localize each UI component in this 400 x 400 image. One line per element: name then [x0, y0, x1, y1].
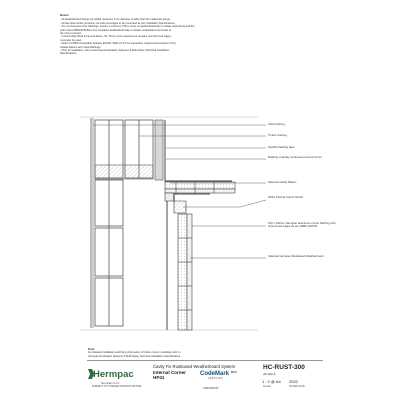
drawing-number: HC-RUST-300: [263, 364, 305, 371]
detail-title-line2: HP41: [153, 375, 165, 381]
note-line: must also be used.: [60, 38, 82, 42]
scale-label: SCALE: [263, 385, 271, 388]
label-cavity-batten: Selected Cavity Batten: [268, 180, 297, 184]
label-corner-mould: HP41 Internal Corner Mould: [268, 195, 303, 199]
detail-title-line1: Internal Corner: [153, 370, 186, 375]
return-weatherboards: [165, 182, 235, 193]
framing-block: [155, 120, 163, 180]
note-line: treated battens and metal flashings.: [60, 45, 102, 49]
label-flexible-flashing-tape: Flexible flashing tape: [268, 145, 295, 149]
codemark-text: CodeMark: [200, 371, 230, 377]
label-corner-flashing: 100 x 100mm Hermpac aluminium corner flashing with unhemmed edges as per NZBC E2/AS1: [268, 221, 336, 229]
framing-block: [95, 165, 153, 179]
issued-label: ISSUED DATE: [289, 385, 305, 388]
timber-framing: [95, 120, 153, 326]
note-line: the corner junction.: [60, 32, 83, 36]
brand-name: Hermpac: [93, 369, 134, 380]
footnote: [88, 348, 258, 358]
label-building-underlay: Building underlay continuous around corner: [268, 155, 322, 159]
subject-to-change: SUBJECT TO CHANGE WITHOUT NOTICE: [92, 385, 142, 388]
footnote-line: For detailed installation and fixing information of timber corner mouldings refer to: [88, 351, 181, 355]
drawing-sub: (Modified): [263, 372, 276, 376]
bcc-mark: BCC: [231, 370, 238, 374]
note-line: - For non-framed corner flashings, ensure a minimum 75mm cover to weatherboard lap or rebate extends beyond the: [60, 25, 195, 29]
system-title: Cavity Fix Rusticated Weatherboard System: [153, 364, 236, 369]
main-weatherboard: [178, 214, 192, 330]
note-line: - In Extra High Wind Zone and above, the 75mm cover requirement remains and hemmed edges: [60, 35, 171, 39]
footnote-heading: Note:: [88, 347, 96, 351]
codemark-logo: [200, 371, 229, 377]
cavity-batten: [165, 193, 174, 201]
note-line: - Prior to installation, refer to Hermpac Rusticated, Splayciut & Multi-Splay Technical Installation: [60, 49, 170, 53]
corner-flashing: [174, 194, 210, 201]
detail-title: [153, 370, 186, 381]
note-line: - All weatherboard fixings pre-drilled maximum 1mm diameter smaller than the nail/screw gauge.: [60, 18, 171, 22]
label-timber-framing: Timber framing: [268, 133, 287, 137]
note-line: point where BRANZ Bulletin 411 compliant weatherboard lap or rebate combinations terminate at: [60, 28, 172, 32]
scale-value: 1 : 2 @ A4: [262, 379, 281, 384]
brand-website: hermpac.co.nz: [101, 381, 120, 385]
label-internal-lining: Internal lining: [268, 122, 285, 126]
codemark-number: CMNZ30057: [203, 386, 219, 390]
note-line: Specifications.: [60, 52, 77, 56]
codemark-sub: CERTIFIED: [208, 378, 223, 380]
issue-year: 2022: [289, 379, 298, 384]
building-underlay: [165, 120, 232, 181]
label-weatherboard: Selected Hermpac Rusticated Weatherboard: [268, 254, 324, 258]
note-line: - All Hermpac timber products, cut ends and edges to be prevented as per installation Specifications.: [60, 21, 176, 25]
footnote-line: Hermpac Rusticated, Splaycut & Multi-Splay Technical Installation Specifications.: [88, 354, 181, 358]
title-block-rule: [87, 360, 323, 361]
notes-heading: Notes:: [60, 13, 70, 17]
note-line: - Refer to NZBC Acceptable Solution E2/AS1 Table 21 for the separation requirements between CCA: [60, 42, 176, 46]
